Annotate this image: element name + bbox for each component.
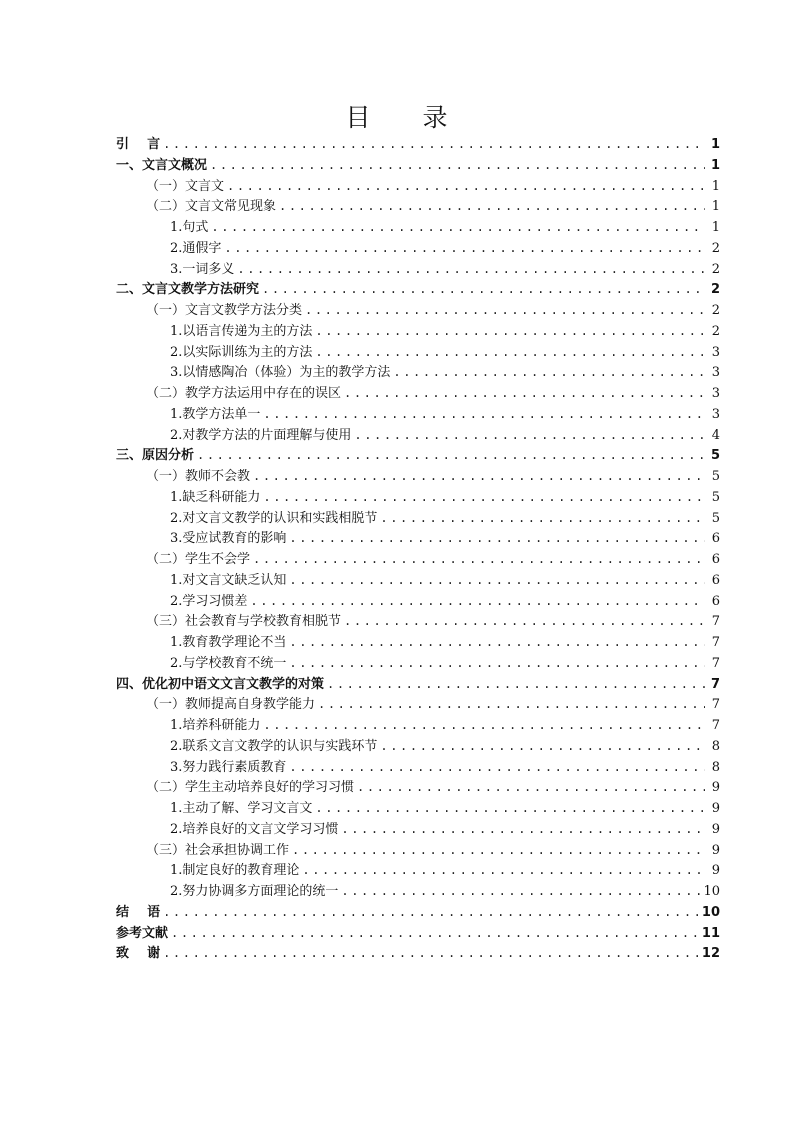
dot-leader <box>289 528 705 549</box>
toc-entry[interactable] <box>116 342 720 363</box>
dot-leader <box>315 321 705 342</box>
dot-leader <box>289 632 705 653</box>
toc-entry[interactable] <box>116 819 720 840</box>
toc-entry[interactable] <box>116 777 720 798</box>
toc-entry[interactable] <box>116 757 720 778</box>
toc-entry-page-number: 6 <box>711 531 720 547</box>
toc-entry-page-number: 2 <box>710 282 720 298</box>
toc-entry-page-number: 8 <box>711 738 720 754</box>
toc-entry-label: 2.通假字 <box>170 240 222 256</box>
toc-entry[interactable] <box>116 591 720 612</box>
dot-leader <box>163 943 699 964</box>
dot-leader <box>197 445 705 466</box>
toc-entry[interactable] <box>116 404 720 425</box>
toc-entry-label: 结 语 <box>116 904 161 920</box>
toc-entry-page-number: 3 <box>711 344 720 360</box>
toc-entry-label: 1.以语言传递为主的方法 <box>170 323 313 339</box>
toc-entry-page-number: 9 <box>711 780 720 796</box>
toc-entry-label: 2.对教学方法的片面理解与使用 <box>170 427 352 443</box>
toc-entry-page-number: 5 <box>711 510 720 526</box>
toc-entry[interactable] <box>116 279 720 300</box>
toc-entry-label: 2.与学校教育不统一 <box>170 655 287 671</box>
toc-entry-label: 四、优化初中语文文言文教学的对策 <box>116 676 325 692</box>
dot-leader <box>315 342 705 363</box>
toc-entry-label: （二）学生不会学 <box>146 552 251 567</box>
toc-entry-label: 3.受应试教育的影响 <box>170 531 287 547</box>
toc-entry[interactable] <box>116 611 720 632</box>
toc-entry[interactable] <box>116 570 720 591</box>
toc-entry-page-number: 10 <box>703 884 720 899</box>
toc-entry-label: 2.对文言文教学的认识和实践相脱节 <box>170 510 378 526</box>
toc-entry[interactable] <box>116 134 720 155</box>
toc-entry[interactable] <box>116 362 720 383</box>
toc-entry-label: （三）社会教育与学校教育相脱节 <box>146 614 342 630</box>
toc-entry-label: 1.句式 <box>170 220 209 235</box>
toc-entry[interactable] <box>116 902 720 923</box>
dot-leader <box>327 674 705 695</box>
toc-entry-page-number: 5 <box>711 489 720 505</box>
toc-entry-page-number: 1 <box>711 199 720 215</box>
toc-entry-page-number: 9 <box>711 821 720 837</box>
toc-entry-label: 1.教学方法单一 <box>170 406 261 422</box>
dot-leader <box>357 777 705 798</box>
toc-entry-label: （一）教师不会教 <box>146 469 251 484</box>
toc-entry[interactable] <box>116 425 720 446</box>
toc-entry[interactable] <box>116 632 720 653</box>
dot-leader <box>224 238 705 259</box>
toc-entry-page-number: 2 <box>711 323 720 339</box>
toc-entry-label: （二）学生主动培养良好的学习习惯 <box>146 780 355 796</box>
dot-leader <box>171 923 699 944</box>
toc-entry-label: 3.一词多义 <box>170 261 235 277</box>
toc-entry[interactable] <box>116 259 720 280</box>
toc-entry[interactable] <box>116 176 720 197</box>
toc-entry[interactable] <box>116 798 720 819</box>
toc-entry-page-number: 7 <box>711 718 720 733</box>
dot-leader <box>289 653 705 674</box>
toc-entry-label: 引 言 <box>116 137 161 152</box>
toc-entry[interactable] <box>116 321 720 342</box>
dot-leader <box>302 860 705 881</box>
dot-leader <box>380 736 705 757</box>
toc-entry-page-number: 2 <box>711 240 720 256</box>
dot-leader <box>289 757 705 778</box>
page-title: 目 录 <box>345 103 470 132</box>
toc-entry-page-number: 3 <box>711 365 720 381</box>
toc-entry-page-number: 6 <box>711 572 720 588</box>
toc-entry-label: 2.努力协调多方面理论的统一 <box>170 884 339 899</box>
toc-entry-page-number: 10 <box>701 904 720 920</box>
dot-leader <box>341 881 700 902</box>
dot-leader <box>263 715 705 736</box>
toc-entry[interactable] <box>116 736 720 757</box>
toc-entry[interactable] <box>116 881 720 902</box>
toc-entry-page-number: 7 <box>711 614 720 630</box>
dot-leader <box>227 176 705 197</box>
toc-entry[interactable] <box>116 653 720 674</box>
toc-entry-label: 一、文言文概况 <box>116 157 208 173</box>
toc-entry-page-number: 6 <box>711 552 720 567</box>
dot-leader <box>163 902 699 923</box>
dot-leader <box>341 819 705 840</box>
toc-entry-label: （三）社会承担协调工作 <box>146 842 290 858</box>
dot-leader <box>354 425 705 446</box>
dot-leader <box>210 155 705 176</box>
toc-entry[interactable] <box>116 860 720 881</box>
toc-entry-page-number: 1 <box>711 220 720 235</box>
toc-entry-page-number: 1 <box>710 137 720 152</box>
toc-entry[interactable] <box>116 694 720 715</box>
toc-entry-page-number: 2 <box>711 303 720 318</box>
toc-entry[interactable] <box>116 487 720 508</box>
toc-entry-label: 1.对文言文缺乏认知 <box>170 572 287 588</box>
dot-leader <box>315 798 705 819</box>
toc-entry-label: 1.培养科研能力 <box>170 718 261 733</box>
toc-entry[interactable] <box>116 238 720 259</box>
toc-entry-label: 2.联系文言文教学的认识与实践环节 <box>170 738 378 754</box>
toc-entry[interactable] <box>116 155 720 176</box>
toc-entry-label: 三、原因分析 <box>116 448 195 464</box>
toc-entry-label: 二、文言文教学方法研究 <box>116 282 260 298</box>
toc-entry-page-number: 6 <box>711 593 720 609</box>
toc-entry[interactable] <box>116 300 720 321</box>
dot-leader <box>163 134 705 155</box>
toc-entry[interactable] <box>116 445 720 466</box>
toc-entry-page-number: 3 <box>711 406 720 422</box>
toc-entry[interactable] <box>116 715 720 736</box>
dot-leader <box>380 508 705 529</box>
dot-leader <box>292 840 705 861</box>
dot-leader <box>263 487 705 508</box>
toc-entry[interactable] <box>116 943 720 964</box>
toc-entry[interactable] <box>116 196 720 217</box>
toc-entry-label: 2.学习习惯差 <box>170 593 248 609</box>
dot-leader <box>263 404 705 425</box>
toc-entry-page-number: 7 <box>711 697 720 713</box>
dot-leader <box>289 570 705 591</box>
dot-leader <box>211 217 705 238</box>
toc-entry-page-number: 7 <box>711 655 720 671</box>
toc-entry[interactable] <box>116 674 720 695</box>
toc-entry-label: 3.以情感陶冶（体验）为主的教学方法 <box>170 365 391 381</box>
dot-leader <box>250 591 705 612</box>
toc-entry-label: （二）教学方法运用中存在的误区 <box>146 386 342 401</box>
dot-leader <box>253 466 705 487</box>
toc-entry-label: 参考文献 <box>116 925 169 941</box>
toc-entry-page-number: 12 <box>701 946 720 962</box>
toc-entry-label: 1.主动了解、学习文言文 <box>170 801 313 816</box>
toc-entry-label: （一）文言文教学方法分类 <box>146 303 303 318</box>
toc-entry-page-number: 11 <box>701 925 720 941</box>
dot-leader <box>253 549 705 570</box>
dot-leader <box>344 611 705 632</box>
toc-entry[interactable] <box>116 217 720 238</box>
toc-entry-page-number: 9 <box>711 863 720 879</box>
toc-entry-label: 1.制定良好的教育理论 <box>170 863 300 879</box>
dot-leader <box>262 279 705 300</box>
toc-entry-label: 致 谢 <box>116 946 161 962</box>
toc-entry-page-number: 1 <box>711 178 720 194</box>
toc-entry-label: 2.培养良好的文言文学习习惯 <box>170 821 339 837</box>
toc-entry-page-number: 7 <box>710 676 720 692</box>
toc-entry-label: （一）教师提高自身教学能力 <box>146 697 316 713</box>
toc-entry-page-number: 4 <box>711 427 720 443</box>
toc-entry-label: 1.缺乏科研能力 <box>170 489 261 505</box>
toc-entry[interactable] <box>116 508 720 529</box>
toc-entry-page-number: 3 <box>711 386 720 401</box>
dot-leader <box>393 362 705 383</box>
table-of-contents <box>116 134 720 964</box>
toc-entry-page-number: 9 <box>711 842 720 858</box>
toc-entry[interactable] <box>116 549 720 570</box>
toc-entry-label: （二）文言文常见现象 <box>146 199 277 215</box>
toc-entry-page-number: 5 <box>711 469 720 484</box>
toc-entry-label: （一）文言文 <box>146 178 225 194</box>
toc-entry-page-number: 2 <box>711 261 720 277</box>
toc-entry[interactable] <box>116 923 720 944</box>
dot-leader <box>305 300 705 321</box>
toc-entry[interactable] <box>116 383 720 404</box>
dot-leader <box>318 694 705 715</box>
toc-entry-page-number: 7 <box>711 635 720 650</box>
toc-entry[interactable] <box>116 840 720 861</box>
toc-entry-label: 2.以实际训练为主的方法 <box>170 344 313 360</box>
toc-entry[interactable] <box>116 528 720 549</box>
toc-entry-label: 3.努力践行素质教育 <box>170 759 287 775</box>
dot-leader <box>344 383 705 404</box>
toc-entry-page-number: 5 <box>710 448 720 464</box>
toc-entry-page-number: 8 <box>711 759 720 775</box>
dot-leader <box>237 259 705 280</box>
toc-entry[interactable] <box>116 466 720 487</box>
dot-leader <box>279 196 705 217</box>
toc-entry-page-number: 1 <box>710 157 720 173</box>
toc-entry-page-number: 9 <box>711 801 720 816</box>
toc-entry-label: 1.教育教学理论不当 <box>170 635 287 650</box>
